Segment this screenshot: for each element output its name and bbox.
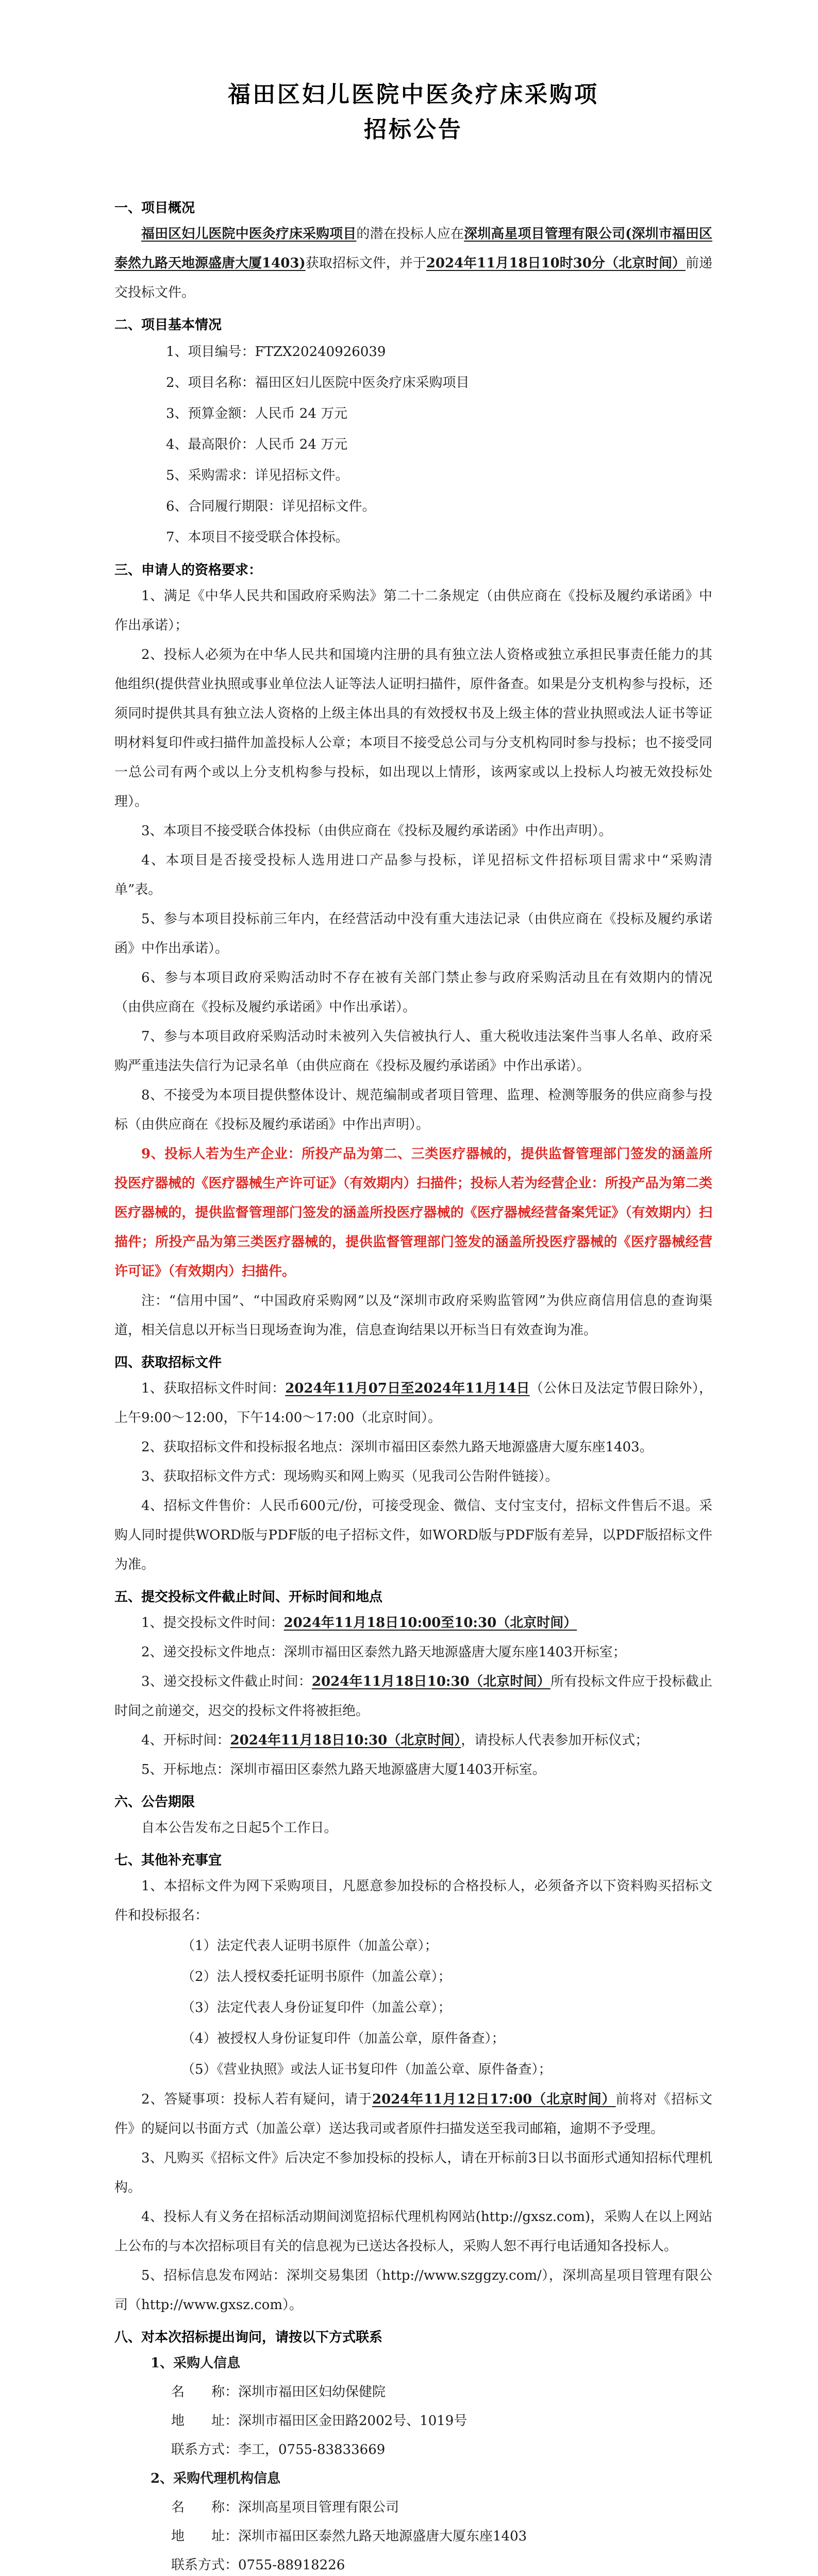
required-materials-intro: 1、本招标文件为网下采购项目，凡愿意参加投标的合格投标人，必须备齐以下资料购买招标文件和投标报名： xyxy=(114,1878,712,1923)
inquiry-label: 2、答疑事项：投标人若有疑问，请于 xyxy=(141,2092,373,2107)
overview-text-3: 前递交投标文件。 xyxy=(114,256,712,300)
submission-time xyxy=(114,1608,712,1638)
requirement-4: 4、本项目是否接受投标人选用进口产品参与投标，详见招标文件招标项目需求中“采购清单”表。 xyxy=(114,853,712,897)
deadline-label: 3、递交投标文件截止时间： xyxy=(141,1674,312,1689)
agent-name: 名 称：深圳高星项目管理有限公司 xyxy=(171,2500,399,2515)
agency-address: 深圳高星项目管理有限公司(深圳市福田区泰然九路天地源盛唐大厦1403) xyxy=(114,226,712,271)
inquiry-item xyxy=(114,2085,712,2144)
material-item-5: （5）《营业执照》或法人证书复印件（加盖公章、原件备查）； xyxy=(181,2062,552,2077)
obtain-time xyxy=(114,1374,712,1433)
agent-info-heading: 2、采购代理机构信息 xyxy=(151,2471,281,2486)
procurement-requirements: 5、采购需求：详见招标文件。 xyxy=(166,468,349,483)
agent-address: 地 址：深圳市福田区泰然九路天地源盛唐大厦东座1403 xyxy=(171,2529,527,2544)
contract-period: 6、合同履行期限：详见招标文件。 xyxy=(166,499,376,514)
requirement-8: 8、不接受为本项目提供整体设计、规范编制或者项目管理、监理、检测等服务的供应商参与投标（由供应商在《投标及履约承诺函》中作出声明）。 xyxy=(114,1088,712,1132)
section-7-heading: 七、其他补充事宜 xyxy=(114,1853,222,1868)
website-notice: 4、投标人有义务在招标活动期间浏览招标代理机构网站(http://gxsz.com)，采购人在以上网站上公布的与本次招标项目有关的信息视为已送达各投标人，采购人恕不再行电话通知各投标人。 xyxy=(114,2209,712,2254)
document-price: 4、招标文件售价：人民币600元/份，可接受现金、微信、支付宝支付，招标文件售后不退。采购人同时提供WORD版与PDF版的电子招标文件，如WORD版与PDF版有差异，以PDF版招标文件为准。 xyxy=(114,1498,712,1572)
section-4-heading: 四、获取招标文件 xyxy=(114,1355,222,1370)
title-line-2: 招标公告 xyxy=(364,116,463,143)
obtain-time-hours: （公休日及法定节假日除外），上午9:00～12:00，下午14:00～17:00（北京时间）。 xyxy=(114,1381,712,1426)
section-2-heading: 二、项目基本情况 xyxy=(114,317,222,333)
no-consortium: 7、本项目不接受联合体投标。 xyxy=(166,530,349,545)
opening-time-note: ，请投标人代表参加开标仪式； xyxy=(461,1733,649,1748)
submission-location: 2、递交投标文件地点：深圳市福田区泰然九路天地源盛唐大厦东座1403开标室； xyxy=(141,1645,626,1660)
requirement-5: 5、参与本项目投标前三年内，在经营活动中没有重大违法记录（由供应商在《投标及履约承诺函》中作出承诺）。 xyxy=(114,911,712,956)
title-line-1: 福田区妇儿医院中医灸疗床采购项 xyxy=(228,81,599,108)
overview-text-1: 的潜在投标人应在 xyxy=(356,226,464,242)
project-overview-paragraph xyxy=(114,219,712,308)
opening-time-label: 4、开标时间： xyxy=(141,1733,230,1748)
max-price: 4、最高限价：人民币 24 万元 xyxy=(166,437,348,452)
submission-time-label: 1、提交投标文件时间： xyxy=(141,1615,284,1631)
opening-time-value: 2024年11月18日10:30（北京时间） xyxy=(230,1733,461,1748)
obtain-time-range: 2024年11月07日至2024年11月14日 xyxy=(285,1381,530,1396)
submission-time-value: 2024年11月18日10:00至10:30（北京时间） xyxy=(283,1615,577,1631)
opening-time xyxy=(114,1726,712,1755)
buyer-contact: 联系方式：李工，0755-83833669 xyxy=(171,2442,386,2458)
withdrawal-notice: 3、凡购买《招标文件》后决定不参加投标的投标人，请在开标前3日以书面形式通知招标代理机构。 xyxy=(114,2150,712,2195)
section-1-heading: 一、项目概况 xyxy=(114,200,195,216)
credit-check-note: 注：“信用中国”、“中国政府采购网”以及“深圳市政府采购监管网”为供应商信用信息的查询渠道，相关信息以开标当日现场查询为准，信息查询结果以开标当日有效查询为准。 xyxy=(114,1293,712,1338)
project-name: 福田区妇儿医院中医灸疗床采购项目 xyxy=(141,226,357,242)
requirement-7: 7、参与本项目政府采购活动时未被列入失信被执行人、重大税收违法案件当事人名单、政府采购严重违法失信行为记录名单（由供应商在《投标及履约承诺函》中作出承诺）。 xyxy=(114,1029,712,1074)
submission-deadline-item xyxy=(114,1667,712,1726)
obtain-time-label: 1、获取招标文件时间： xyxy=(141,1381,286,1396)
deadline-value: 2024年11月18日10:30（北京时间） xyxy=(311,1674,550,1689)
buyer-info-heading: 1、采购人信息 xyxy=(151,2355,241,2371)
obtain-location: 2、获取招标文件和投标报名地点：深圳市福田区泰然九路天地源盛唐大厦东座1403。 xyxy=(141,1439,653,1455)
project-number: 1、项目编号：FTZX20240926039 xyxy=(166,344,386,360)
requirement-2: 2、投标人必须为在中华人民共和国境内注册的具有独立法人资格或独立承担民事责任能力的其他组织(提供营业执照或事业单位法人证等法人证明扫描件，原件备查。如果是分支机构参与投标，还须同时提供其具有独立法人资格的上级主体出具的有效授权书及上级主体的营业执照或法人证书等证明材料复印件或扫描件加盖投标人公章；本项目不接受总公司与分支机构同时参与投标；也不接受同一总公司有两个或以上分支机构参与投标，如出现以上情形，该两家或以上投标人均被无效投标处理）。 xyxy=(114,647,712,809)
section-3-heading: 三、申请人的资格要求： xyxy=(114,563,262,578)
inquiry-note: 前将对《招标文件》的疑问以书面方式（加盖公章）送达我司或者原件扫描发送至我司邮箱，逾期不予受理。 xyxy=(114,2092,712,2137)
section-5-heading: 五、提交投标文件截止时间、开标时间和地点 xyxy=(114,1589,383,1605)
submission-deadline: 2024年11月18日10时30分（北京时间） xyxy=(426,256,686,271)
obtain-method: 3、获取招标文件方式：现场购买和网上购买（见我司公告附件链接）。 xyxy=(141,1469,559,1484)
deadline-note: 所有投标文件应于投标截止时间之前递交，迟交的投标文件将被拒绝。 xyxy=(114,1674,712,1719)
material-item-4: （4）被授权人身份证复印件（加盖公章，原件备查）； xyxy=(181,2031,505,2046)
material-item-1: （1）法定代表人证明书原件（加盖公章）； xyxy=(181,1938,438,1954)
material-item-3: （3）法定代表人身份证复印件（加盖公章）； xyxy=(181,2000,452,2015)
agent-phone: 联系方式：0755-88918226 xyxy=(171,2557,345,2573)
document-title xyxy=(114,77,712,147)
section-8-heading: 八、对本次招标提出询问，请按以下方式联系 xyxy=(114,2330,383,2345)
requirement-6: 6、参与本项目政府采购活动时不存在被有关部门禁止参与政府采购活动且在有效期内的情况（由供应商在《投标及履约承诺函》中作出承诺）。 xyxy=(114,970,712,1015)
buyer-address: 地 址：深圳市福田区金田路2002号、1019号 xyxy=(171,2413,468,2429)
overview-text-2: 获取招标文件，并于 xyxy=(305,256,426,271)
section-6-heading: 六、公告期限 xyxy=(114,1794,195,1810)
requirement-1: 1、满足《中华人民共和国政府采购法》第二十二条规定（由供应商在《投标及履约承诺函》中作出承诺）； xyxy=(114,588,712,633)
material-item-2: （2）法人授权委托证明书原件（加盖公章）； xyxy=(181,1969,452,1985)
budget-amount: 3、预算金额：人民币 24 万元 xyxy=(166,406,348,421)
buyer-name: 名 称：深圳市福田区妇幼保健院 xyxy=(171,2384,386,2400)
inquiry-deadline: 2024年11月12日17:00（北京时间） xyxy=(372,2092,616,2107)
requirement-9-medical-license: 9、投标人若为生产企业：所投产品为第二、三类医疗器械的，提供监督管理部门签发的涵盖所投医疗器械的《医疗器械生产许可证》（有效期内）扫描件；投标人若为经营企业：所投产品为第二类医疗器械的，提供监督管理部门签发的涵盖所投医疗器械的《医疗器械经营备案凭证》（有效期内）扫描件；所投产品为第三类医疗器械的，提供监督管理部门签发的涵盖所投医疗器械的《医疗器械经营许可证》（有效期内）扫描件。 xyxy=(114,1146,712,1279)
requirement-3: 3、本项目不接受联合体投标（由供应商在《投标及履约承诺函》中作出声明）。 xyxy=(141,823,612,839)
project-name-item: 2、项目名称：福田区妇儿医院中医灸疗床采购项目 xyxy=(166,375,470,391)
opening-location: 5、开标地点：深圳市福田区泰然九路天地源盛唐大厦1403开标室。 xyxy=(141,1762,546,1777)
publish-websites: 5、招标信息发布网站：深圳交易集团（http://www.szggzy.com/），深圳高星项目管理有限公司（http://www.gxsz.com）。 xyxy=(114,2268,712,2313)
notice-period: 自本公告发布之日起5个工作日。 xyxy=(141,1820,338,1836)
